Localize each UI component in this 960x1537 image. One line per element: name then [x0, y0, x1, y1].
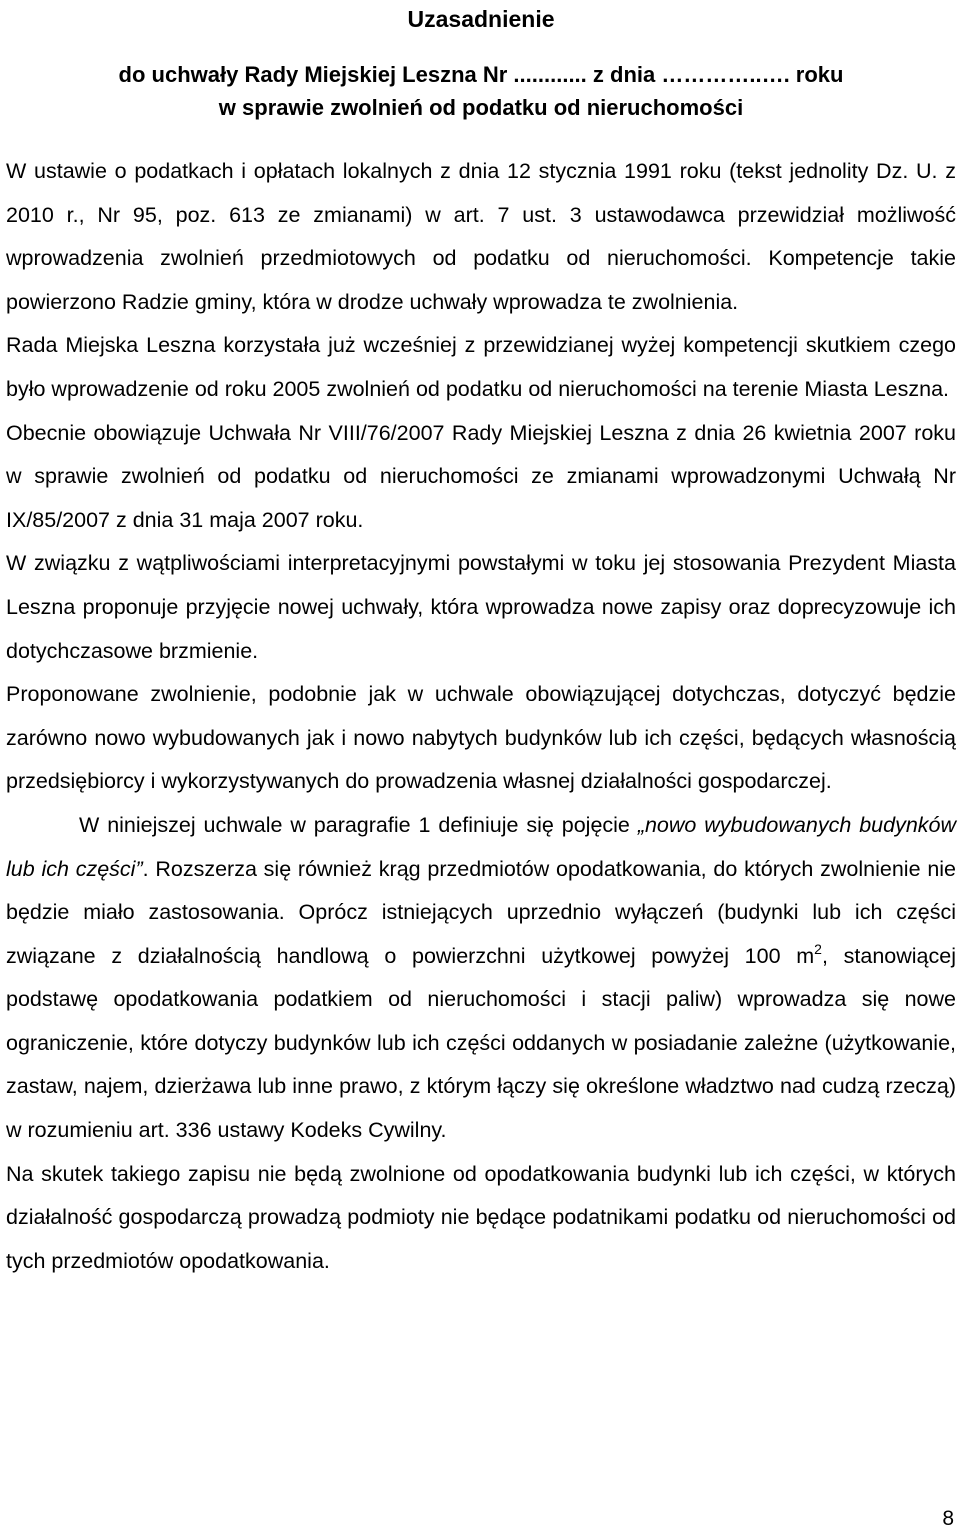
subtitle-line-2: w sprawie zwolnień od podatku od nieruchomości — [218, 95, 744, 120]
document-title: Uzasadnienie — [407, 6, 555, 32]
paragraph-7: Na skutek takiego zapisu nie będą zwolnione od opodatkowania budynki lub ich części, w których działalność gospodarczą prowadzą podmioty nie będące podatnikami podatku od nieruchomości od tych przedmiotów opodatkowania. — [6, 1161, 956, 1273]
document-body — [6, 150, 956, 1283]
document-subtitle — [6, 58, 956, 124]
superscript-squared: 2 — [814, 940, 822, 957]
paragraph-6 — [6, 804, 956, 1153]
page-number: 8 — [942, 1507, 954, 1530]
paragraph-6-italic-term: „nowo wybudowanych budynków lub ich części” — [6, 812, 957, 881]
paragraph-6-part-a: W niniejszej uchwale w paragrafie 1 definiuje się pojęcie — [79, 812, 638, 837]
paragraph-6-part-c: , stanowiącej podstawę opodatkowania podatkiem od nieruchomości i stacji paliw) wprowadza się nowe ograniczenie, które dotyczy budynków lub ich części oddanych w posiadanie zależne (użytkowanie, zastaw, najem, dzierżawa lub inne prawo, z którym łączy się określone władztwo nad cudzą rzeczą) w rozumieniu art. 336 ustawy Kodeks Cywilny. — [6, 943, 956, 1143]
paragraph-3: Obecnie obowiązuje Uchwała Nr VIII/76/2007 Rady Miejskiej Leszna z dnia 26 kwietnia 2007 roku w sprawie zwolnień od podatku od nieruchomości ze zmianami wprowadzonymi Uchwałą Nr IX/85/2007 z dnia 31 maja 2007 roku. — [6, 420, 956, 532]
paragraph-4: W związku z wątpliwościami interpretacyjnymi powstałymi w toku jej stosowania Prezydent Miasta Leszna proponuje przyjęcie nowej uchwały, która wprowadza nowe zapisy oraz doprecyzowuje ich dotychczasowe brzmienie. — [6, 551, 956, 663]
document-page — [6, 0, 956, 1283]
paragraph-2: Rada Miejska Leszna korzystała już wcześniej z przewidzianej wyżej kompetencji skutkiem czego było wprowadzenie od roku 2005 zwolnień od podatku od nieruchomości na terenie Miasta Leszna. — [6, 333, 956, 401]
paragraph-6-part-b: . Rozszerza się również krąg przedmiotów opodatkowania, do których zwolnienie nie będzie miało zastosowania. Oprócz istniejących uprzednio wyłączeń (budynki lub ich części związane z działalnością handlową o powierzchni użytkowej powyżej 100 m — [6, 856, 957, 968]
paragraph-5: Proponowane zwolnienie, podobnie jak w uchwale obowiązującej dotychczas, dotyczyć będzie zarówno nowo wybudowanych jak i nowo nabytych budynków lub ich części, będących własnością przedsiębiorcy i wykorzystywanych do prowadzenia własnej działalności gospodarczej. — [6, 682, 956, 794]
paragraph-1: W ustawie o podatkach i opłatach lokalnych z dnia 12 stycznia 1991 roku (tekst jednolity Dz. U. z 2010 r., Nr 95, poz. 613 ze zmianami) w art. 7 ust. 3 ustawodawca przewidział możliwość wprowadzenia zwolnień przedmiotowych od podatku od nieruchomości. Kompetencje takie powierzono Radzie gminy, która w drodze uchwały wprowadza te zwolnienia. — [6, 159, 956, 314]
subtitle-line-1: do uchwały Rady Miejskiej Leszna Nr ............ z dnia …………..…. roku — [118, 62, 844, 87]
